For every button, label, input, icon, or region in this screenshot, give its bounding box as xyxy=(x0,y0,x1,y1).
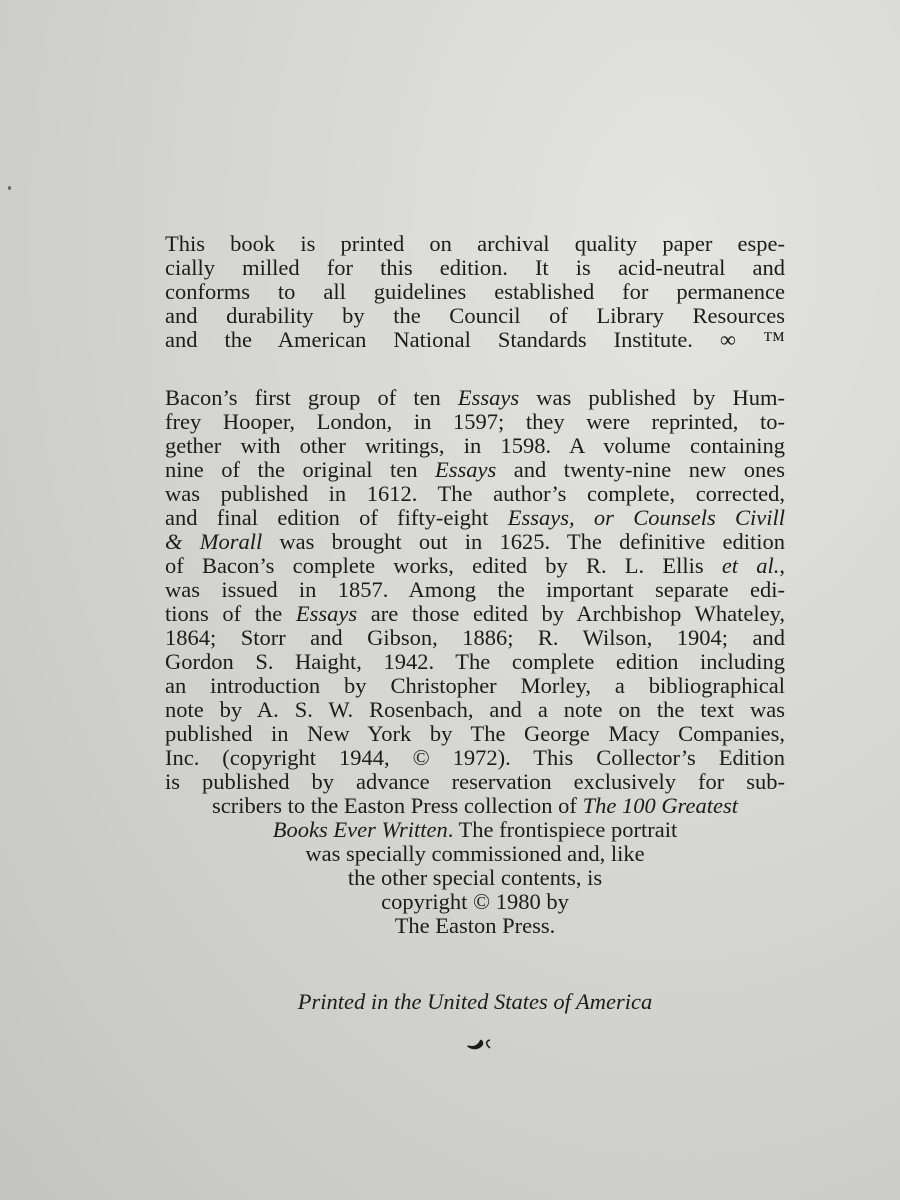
text-run: and twenty-nine new ones xyxy=(496,457,785,482)
paragraph2-line xyxy=(175,866,775,890)
text-run: the other special contents, is xyxy=(347,865,603,890)
text-run: 1864; Storr and Gibson, 1886; R. Wilson, 1904; and xyxy=(165,625,785,650)
text-run: copyright © 1980 by xyxy=(381,889,569,914)
paragraph1-line xyxy=(165,304,785,328)
italic-text: Books Ever Written xyxy=(272,817,448,842)
fleuron-icon xyxy=(466,1036,492,1052)
text-run: , xyxy=(779,553,785,578)
text-run: was specially commissioned and, like xyxy=(305,841,645,866)
text-run: was published in 1612. The author’s complete, corrected, xyxy=(165,481,785,506)
paragraph2-line xyxy=(165,602,785,626)
paragraph2-line xyxy=(165,554,785,578)
text-run: and durability by the Council of Library Resources xyxy=(165,303,785,328)
text-run: The Easton Press. xyxy=(394,913,556,938)
text-run: note by A. S. W. Rosenbach, and a note on the text was xyxy=(165,697,785,722)
paragraph2-line xyxy=(165,746,785,770)
paragraph2-line xyxy=(165,410,785,434)
italic-text: & Morall xyxy=(165,529,263,554)
paragraph2-line xyxy=(165,530,785,554)
paragraph2-line xyxy=(175,794,775,818)
text-run: Bacon’s first group of ten xyxy=(165,385,458,410)
paragraph2-line xyxy=(165,506,785,530)
text-run: was brought out in 1625. The definitive edition xyxy=(262,529,785,554)
text-run: of Bacon’s complete works, edited by R. L. Ellis xyxy=(165,553,722,578)
paragraph2-line xyxy=(165,458,785,482)
text-run: was issued in 1857. Among the important separate edi- xyxy=(165,577,785,602)
text-run: nine of the original ten xyxy=(165,457,435,482)
italic-text: et al. xyxy=(721,553,780,578)
paragraph2-line xyxy=(165,722,785,746)
paragraph2-line xyxy=(175,842,775,866)
paragraph2-line xyxy=(165,650,785,674)
paragraph2-line xyxy=(175,914,775,938)
italic-text: Essays, or Counsels Civill xyxy=(507,505,786,530)
paragraph2-line xyxy=(175,818,775,842)
paragraph2-line xyxy=(165,578,785,602)
text-run: gether with other writings, in 1598. A volume containing xyxy=(165,433,785,458)
paragraph2-line xyxy=(175,890,775,914)
text-run: scribers to the Easton Press collection of xyxy=(212,793,583,818)
paragraph1-line xyxy=(165,232,785,256)
text-run: published in New York by The George Macy Companies, xyxy=(165,721,785,746)
text-run: . The frontispiece portrait xyxy=(447,817,678,842)
text-run: an introduction by Christopher Morley, a bibliographical xyxy=(165,673,785,698)
paragraph1-line xyxy=(165,328,785,352)
italic-text: Essays xyxy=(295,601,358,626)
text-run: frey Hooper, London, in 1597; they were reprinted, to- xyxy=(165,409,785,434)
paper-speck xyxy=(8,186,11,190)
paragraph2-line xyxy=(165,770,785,794)
text-run: are those edited by Archbishop Whateley, xyxy=(357,601,785,626)
text-run: cially milled for this edition. It is acid-neutral and xyxy=(165,255,785,280)
paragraph2-line xyxy=(165,434,785,458)
text-run: Gordon S. Haight, 1942. The complete edition including xyxy=(165,649,785,674)
text-run: was published by Hum- xyxy=(519,385,785,410)
paragraph2-line xyxy=(165,482,785,506)
italic-text: The 100 Greatest xyxy=(582,793,738,818)
text-run: This book is printed on archival quality paper espe- xyxy=(165,231,785,256)
text-run: conforms to all guidelines established for permanence xyxy=(165,279,785,304)
paragraph2-line xyxy=(165,674,785,698)
paragraph2-line xyxy=(165,626,785,650)
paragraph2-line xyxy=(165,386,785,410)
text-run: and final edition of fifty-eight xyxy=(165,505,508,530)
imprint-line: Printed in the United States of America xyxy=(297,989,653,1014)
text-run: Inc. (copyright 1944, © 1972). This Collector’s Edition xyxy=(165,745,785,770)
italic-text: Essays xyxy=(457,385,520,410)
paragraph1-line xyxy=(165,280,785,304)
paragraph1-line xyxy=(165,256,785,280)
text-run: and the American National Standards Institute. ∞ ™ xyxy=(165,327,785,352)
text-run: is published by advance reservation exclusively for sub- xyxy=(165,769,785,794)
paragraph2-line xyxy=(165,698,785,722)
text-run: tions of the xyxy=(165,601,296,626)
italic-text: Essays xyxy=(435,457,497,482)
